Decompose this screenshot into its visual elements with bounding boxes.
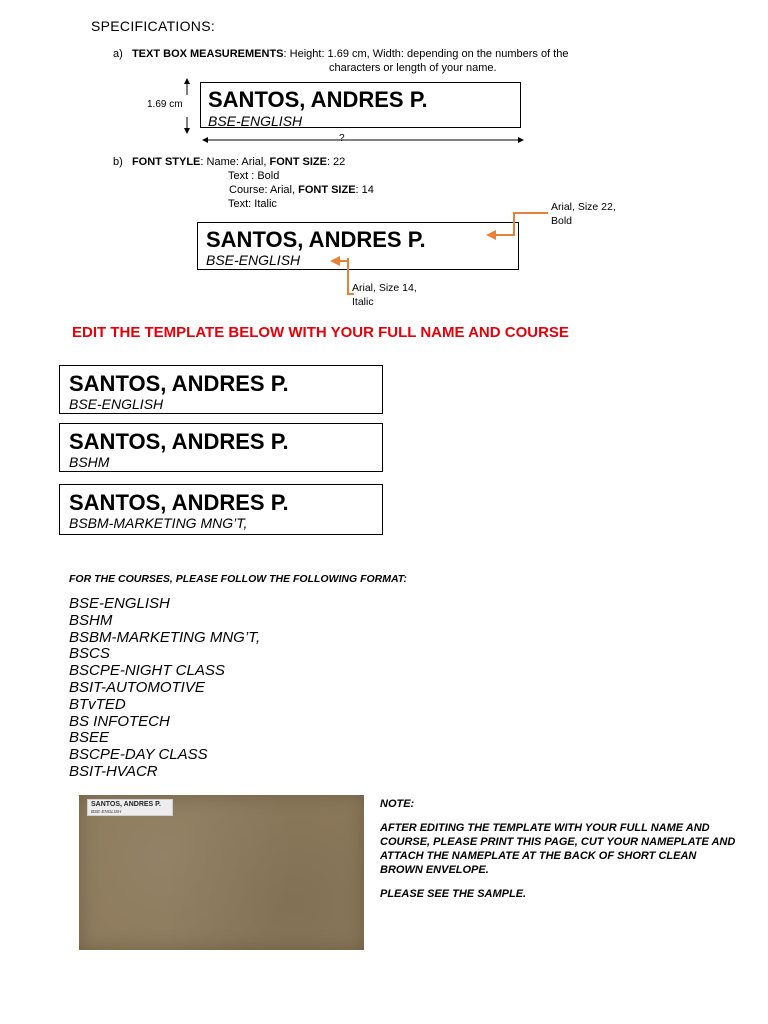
envelope-nameplate-name: SANTOS, ANDRES P. bbox=[91, 801, 161, 808]
example-course-2: BSE-ENGLISH bbox=[206, 252, 301, 268]
course-item: BSEE bbox=[69, 729, 110, 747]
template-course-3[interactable]: BSBM-MARKETING MNG’T, bbox=[69, 515, 248, 531]
course-format-list bbox=[69, 596, 260, 781]
template-name-1[interactable]: SANTOS, ANDRES P. bbox=[69, 371, 289, 396]
example-name-2: SANTOS, ANDRES P. bbox=[206, 227, 426, 252]
template-course-2[interactable]: BSHM bbox=[69, 454, 110, 470]
course-item: BSCS bbox=[69, 645, 110, 663]
spec-b-course-size: : 14 bbox=[355, 184, 374, 196]
callout-italic bbox=[352, 281, 417, 309]
spec-a-label: TEXT BOX MEASUREMENTS bbox=[131, 48, 284, 60]
sample-envelope-photo bbox=[79, 795, 364, 950]
spec-a-text1: : Height: 1.69 cm, Width: depending on the numbers of the bbox=[283, 48, 569, 60]
callout-bold bbox=[551, 200, 616, 228]
spec-a-marker: a) bbox=[113, 48, 123, 60]
course-item: BSE-ENGLISH bbox=[69, 595, 170, 612]
course-item: BSIT-HVACR bbox=[69, 762, 158, 780]
template-name-2[interactable]: SANTOS, ANDRES P. bbox=[69, 429, 289, 454]
height-dimension-label: 1.69 cm bbox=[147, 99, 183, 110]
note-title: NOTE: bbox=[380, 798, 415, 810]
spec-b-text-italic: Text: Italic bbox=[228, 198, 277, 210]
spec-b-marker: b) bbox=[113, 156, 123, 168]
spec-b-font-size-label-2: FONT SIZE bbox=[298, 184, 356, 196]
spec-a-text2: characters or length of your name. bbox=[329, 62, 497, 74]
courses-format-heading: FOR THE COURSES, PLEASE FOLLOW THE FOLLOWING FORMAT: bbox=[69, 573, 407, 585]
course-item: BSHM bbox=[69, 611, 113, 629]
spec-b-name-size: : 22 bbox=[326, 156, 346, 168]
course-item: BS INFOTECH bbox=[69, 712, 170, 730]
course-item: BSBM-MARKETING MNG’T, bbox=[69, 628, 261, 646]
template-nameplate-1[interactable] bbox=[59, 365, 383, 414]
template-nameplate-3[interactable] bbox=[59, 484, 383, 535]
template-course-1[interactable]: BSE-ENGLISH bbox=[69, 396, 164, 412]
example-name: SANTOS, ANDRES P. bbox=[208, 87, 428, 112]
course-item: BTvTED bbox=[69, 695, 126, 713]
spec-a-line1 bbox=[113, 47, 568, 61]
callout-italic-line1: Arial, Size 14, bbox=[352, 282, 417, 294]
course-item: BSIT-AUTOMOTIVE bbox=[69, 678, 205, 696]
width-dimension-label: ? bbox=[339, 133, 345, 144]
course-item: BSCPE-NIGHT CLASS bbox=[69, 662, 225, 680]
note-see-sample: PLEASE SEE THE SAMPLE. bbox=[380, 888, 527, 900]
spec-b-name-text: : Name: Arial, bbox=[200, 156, 270, 168]
spec-b-course-text: Course: Arial, bbox=[229, 184, 299, 196]
note-body: AFTER EDITING THE TEMPLATE WITH YOUR FULL NAME AND COURSE, PLEASE PRINT THIS PAGE, CUT YOUR NAMEPLATE AND ATTACH THE NAMEPLATE AT THE BACK OF SHORT CLEAN BROWN ENVELOPE. bbox=[380, 822, 736, 876]
note-block bbox=[380, 797, 740, 911]
spec-b-line1 bbox=[113, 155, 345, 169]
example-nameplate-measurements bbox=[200, 82, 521, 128]
callout-bold-line2: Bold bbox=[551, 215, 573, 227]
example-course: BSE-ENGLISH bbox=[208, 113, 303, 129]
callout-bold-line1: Arial, Size 22, bbox=[551, 201, 616, 213]
template-nameplate-2[interactable] bbox=[59, 423, 383, 472]
specifications-heading: SPECIFICATIONS: bbox=[91, 18, 216, 34]
template-name-3[interactable]: SANTOS, ANDRES P. bbox=[69, 490, 289, 515]
spec-b-line3 bbox=[229, 183, 374, 197]
spec-b-label: FONT STYLE bbox=[131, 156, 201, 168]
callout-italic-line2: Italic bbox=[352, 296, 374, 308]
envelope-nameplate-course: BSE-ENGLISH bbox=[91, 809, 122, 814]
spec-b-text-bold: Text : Bold bbox=[228, 170, 280, 182]
spec-b-font-size-label: FONT SIZE bbox=[269, 156, 327, 168]
edit-template-heading: EDIT THE TEMPLATE BELOW WITH YOUR FULL NAME AND COURSE bbox=[72, 324, 569, 341]
envelope-nameplate bbox=[87, 799, 173, 816]
course-item: BSCPE-DAY CLASS bbox=[69, 746, 208, 764]
